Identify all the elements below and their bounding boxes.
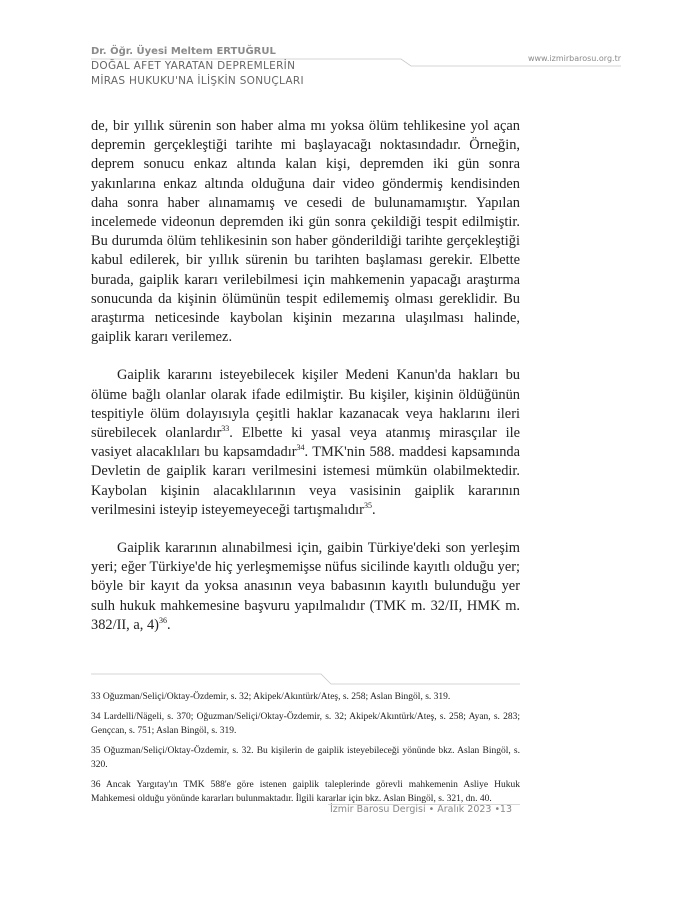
footnote-number: 36 xyxy=(91,780,101,790)
footnote-text: Oğuzman/Seliçi/Oktay-Özdemir, s. 32. Bu kişilerin de gaiplik isteyebileceği yönünde bkz. Aslan Bingöl, s. 320. xyxy=(91,746,521,770)
paragraph-2-part-c: . TMK'nin 588. maddesi kapsamında Devletin de gaiplik kararı verilmesini istemesi mümkün olabilmektedir. Kaybolan kişinin alacaklılarının veya vasisinin gaiplik kararının verilmesini isteyip isteyemeyeceği tartışmalıdır xyxy=(91,444,520,518)
paragraph-3-part-a: Gaiplik kararının alınabilmesi için, gaibin Türkiye'deki son yerleşim yeri; eğer Türkiye'de hiç yerleşmemişse nüfus sicilinde kayıtlı olduğu yer; böyle bir kayıt da yoksa anasının veya babasının kayıtlı bulunduğu yer sulh hukuk mahkemesine başvuru yapılmalıdır (TMK m. 32/II, HMK m. 382/II, a, 4) xyxy=(91,540,520,633)
paragraph-2-part-a: Gaiplik kararını isteyebilecek kişiler Medeni Kanun'da hakları bu ölüme bağlı olanlar olarak ifade edilmiştir. Bu kişiler, kişinin öldüğünün tespitiyle ölüm dolayısıyla çeşitli haklar kazanacak veya haklarını ileri sürebilecek olanlardır xyxy=(91,367,520,442)
footnote-33 xyxy=(91,690,520,704)
footnote-36 xyxy=(91,778,520,806)
page-header xyxy=(91,46,621,96)
author-name: Dr. Öğr. Üyesi Meltem ERTUĞRUL xyxy=(91,46,276,57)
article-title-line-2: MİRAS HUKUKU'NA İLİŞKİN SONUÇLARI xyxy=(91,75,304,87)
footnote-number: 34 xyxy=(91,712,101,722)
article-title-line-1: DOĞAL AFET YARATAN DEPREMLERİN xyxy=(91,60,296,72)
footnotes-section xyxy=(91,690,520,812)
paragraph-2 xyxy=(91,366,520,520)
journal-name: İzmir Barosu Dergisi • Aralık 2023 • xyxy=(330,804,501,815)
page-number: 13 xyxy=(499,804,512,815)
footnote-text: Oğuzman/Seliçi/Oktay-Özdemir, s. 32; Akipek/Akıntürk/Ateş, s. 258; Aslan Bingöl, s. 319. xyxy=(102,692,451,702)
footnote-text: Lardelli/Nägeli, s. 370; Oğuzman/Seliçi/Oktay-Özdemir, s. 32; Akipek/Akıntürk/Ateş, s. 258; Ayan, s. 283; Gençcan, s. 751; Aslan Bingöl, s. 319. xyxy=(91,712,521,736)
paragraph-2-part-b: . Elbette ki yasal veya atanmış mirasçılar ile vasiyet alacaklıları bu kapsamdadır xyxy=(91,425,520,461)
paragraph-1: de, bir yıllık sürenin son haber alma mı yoksa ölüm tehlikesine yol açan depremin gerçekleştiği tarihte mi başlayacağı noktasındadır. Örneğin, deprem sonucu enkaz altında kalan kişi, depremden iki gün sonra yakınlarına enkaz altında olduğuna dair video göndermiş kendisinden daha sonra haber alınamamış ve cesedi de bulunamamıştır. Yapılan incelemede videonun depremden iki gün sonra çekildiği tespit edilmiştir. Bu durumda ölüm tehlikesinin son haber gönderildiği tarihte gerçekleştiği kabul edilerek, bir yıllık sürenin bu tarihten başlaması gerekir. Elbette burada, gaiplik kararı verilebilmesi için mahkemenin yapacağı araştırma sonucunda da kişinin ölümünün tespit edilememiş olması gereklidir. Bu araştırma neticesinde kaybolan kişinin mezarına ulaşılması halinde, gaiplik kararı verilemez. xyxy=(91,118,520,346)
paragraph-3-part-b: . xyxy=(166,616,171,633)
website-url[interactable]: www.izmirbarosu.org.tr xyxy=(527,54,621,63)
footnote-ref-33[interactable]: 33 xyxy=(221,424,230,434)
footnote-separator xyxy=(91,672,521,686)
paragraph-3 xyxy=(91,539,520,635)
footnote-ref-34[interactable]: 34 xyxy=(296,443,305,453)
footnote-34 xyxy=(91,710,520,738)
footnote-text: Ancak Yargıtay'ın TMK 588'e göre istenen gaiplik taleplerinde görevli mahkemenin Asliye Hukuk Mahkemesi olduğu yönünde kararları bulunmaktadır. İlgili kararlar için bkz. Aslan Bingöl, s. 321, dn. 40. xyxy=(91,780,521,804)
footnote-number: 35 xyxy=(91,746,101,756)
main-body-text xyxy=(91,117,520,635)
footnote-35 xyxy=(91,744,520,772)
paragraph-2-part-d: . xyxy=(371,501,376,518)
footnote-ref-35[interactable]: 35 xyxy=(363,501,372,511)
footnote-ref-36[interactable]: 36 xyxy=(158,616,167,626)
footnote-number: 33 xyxy=(91,692,101,702)
